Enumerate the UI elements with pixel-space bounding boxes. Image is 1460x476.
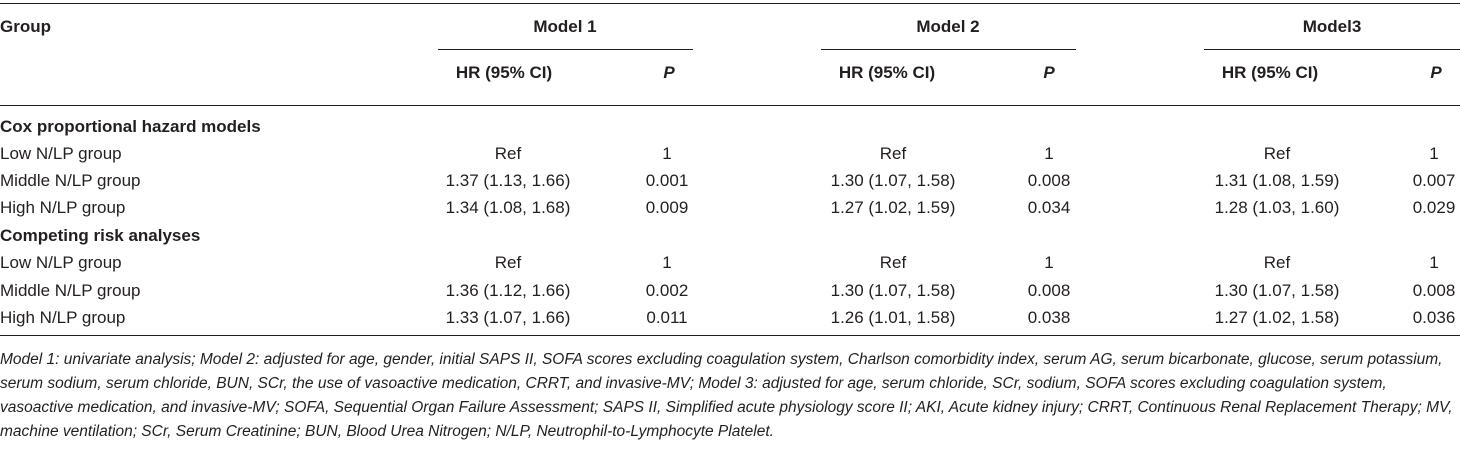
model2-p-cell: 0.008 — [1027, 171, 1071, 190]
table-footnote: Model 1: univariate analysis; Model 2: adjusted for age, gender, initial SAPS II, SOFA scores excluding coagulation system, Charlson comorbidity index, serum AG, serum bicarbonate, glucose, serum potassium, serum sodium, serum chloride, BUN, SCr, the use of vasoactive medication, CRRT, and invasive-MV; Model 3: adjusted for age, serum chloride, SCr, sodium, SOFA scores excluding coagulation system, vasoactive medication, and invasive-MV; SOFA, Sequential Organ Failure Assessment; SAPS II, Simplified acute physiology score II; AKI, Acute kidney injury; CRRT, Continuous Renal Replacement Therapy; MV, machine ventilation; SCr, Serum Creatinine; BUN, Blood Urea Nitrogen; N/LP, Neutrophil-to-Lymphocyte Platelet. — [0, 351, 1453, 440]
model1-underline — [438, 49, 693, 50]
model3-p-cell: 1 — [1429, 253, 1439, 272]
model2-p-cell: 1 — [1044, 253, 1054, 272]
model2-hr-cell: 1.30 (1.07, 1.58) — [830, 281, 956, 300]
model1-header: Model 1 — [533, 17, 597, 36]
model1-p-cell: 0.002 — [645, 281, 689, 300]
row-group-label: Middle N/LP group — [0, 281, 141, 300]
model3-hr-cell: 1.30 (1.07, 1.58) — [1214, 281, 1340, 300]
row-group-label: High N/LP group — [0, 308, 126, 327]
row-group-label: Low N/LP group — [0, 144, 122, 163]
model2-header: Model 2 — [916, 17, 980, 36]
model2-p-cell: 0.038 — [1027, 308, 1071, 327]
model1-hr-cell: 1.33 (1.07, 1.66) — [445, 308, 571, 327]
row-group-label: Middle N/LP group — [0, 171, 141, 190]
model1-p-header: P — [663, 63, 675, 82]
group-header: Group — [0, 17, 51, 36]
model1-hr-header: HR (95% CI) — [455, 63, 553, 82]
row-group-label: High N/LP group — [0, 198, 126, 217]
model2-hr-header: HR (95% CI) — [838, 63, 936, 82]
model2-hr-cell: 1.26 (1.01, 1.58) — [830, 308, 956, 327]
model1-hr-cell: 1.36 (1.12, 1.66) — [445, 281, 571, 300]
model3-hr-cell: 1.31 (1.08, 1.59) — [1214, 171, 1340, 190]
model2-p-cell: 0.034 — [1027, 198, 1071, 217]
model3-hr-cell: 1.28 (1.03, 1.60) — [1214, 198, 1340, 217]
model2-underline — [821, 49, 1076, 50]
section-title-competing: Competing risk analyses — [0, 226, 201, 245]
model3-p-cell: 0.029 — [1412, 198, 1456, 217]
model2-p-cell: 1 — [1044, 144, 1054, 163]
model3-p-cell: 1 — [1429, 144, 1439, 163]
model1-hr-cell: Ref — [494, 253, 522, 272]
model3-hr-cell: 1.27 (1.02, 1.58) — [1214, 308, 1340, 327]
model3-p-header: P — [1430, 63, 1442, 82]
row-group-label: Low N/LP group — [0, 253, 122, 272]
model1-p-cell: 1 — [662, 144, 672, 163]
model1-hr-cell: Ref — [494, 144, 522, 163]
header-bottom-rule — [0, 105, 1460, 106]
table-top-rule — [0, 3, 1460, 4]
model3-hr-cell: Ref — [1263, 144, 1291, 163]
model2-hr-cell: 1.27 (1.02, 1.59) — [830, 198, 956, 217]
model1-p-cell: 0.001 — [645, 171, 689, 190]
model2-hr-cell: Ref — [879, 253, 907, 272]
model3-p-cell: 0.007 — [1412, 171, 1456, 190]
model2-p-header: P — [1043, 63, 1055, 82]
model3-hr-header: HR (95% CI) — [1221, 63, 1319, 82]
model2-p-cell: 0.008 — [1027, 281, 1071, 300]
model2-hr-cell: Ref — [879, 144, 907, 163]
section-title-cox: Cox proportional hazard models — [0, 117, 261, 136]
model3-underline — [1204, 49, 1460, 50]
model1-hr-cell: 1.34 (1.08, 1.68) — [445, 198, 571, 217]
table-bottom-rule — [0, 335, 1460, 336]
model2-hr-cell: 1.30 (1.07, 1.58) — [830, 171, 956, 190]
model3-p-cell: 0.036 — [1412, 308, 1456, 327]
model3-hr-cell: Ref — [1263, 253, 1291, 272]
model1-p-cell: 0.011 — [646, 308, 688, 327]
model3-p-cell: 0.008 — [1412, 281, 1456, 300]
model1-p-cell: 1 — [662, 253, 672, 272]
model1-hr-cell: 1.37 (1.13, 1.66) — [445, 171, 571, 190]
model1-p-cell: 0.009 — [645, 198, 689, 217]
model3-header: Model3 — [1302, 17, 1362, 36]
